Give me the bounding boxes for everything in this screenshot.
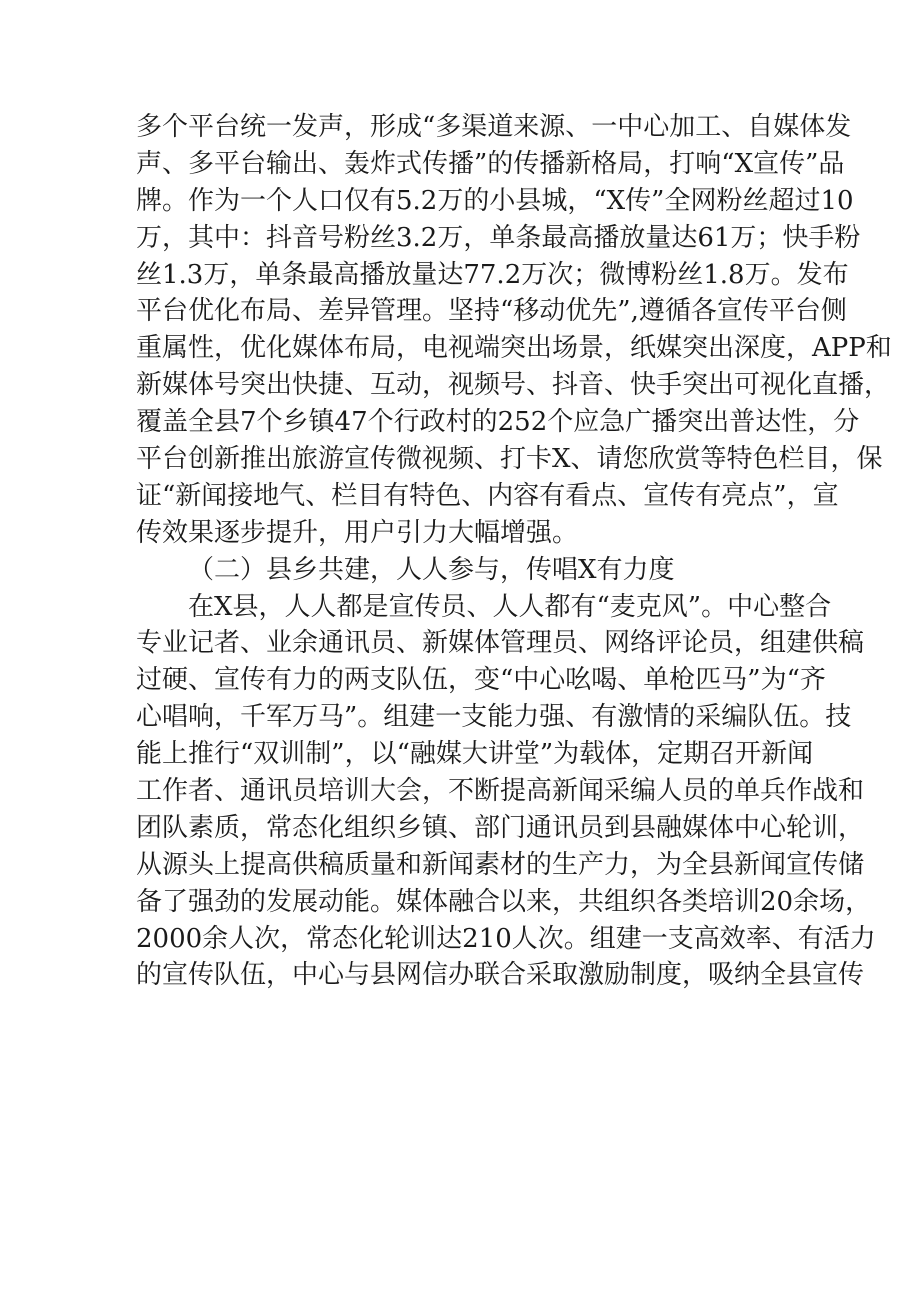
text-line: 工作者、通讯员培训大会，不断提高新闻采编人员的单兵作战和 [136, 776, 865, 807]
text-line: 传效果逐步提升，用户引力大幅增强。 [136, 517, 579, 548]
document-body [136, 109, 892, 994]
text-line: 平台创新推出旅游宣传微视频、打卡X、请您欣赏等特色栏目，保 [136, 444, 883, 475]
text-line: 专业记者、业余通讯员、新媒体管理员、网络评论员，组建供稿 [136, 628, 865, 659]
text-line: 的宣传队伍，中心与县网信办联合采取激励制度，吸纳全县宣传 [136, 960, 865, 991]
text-line: 万，其中：抖音号粉丝3.2万，单条最高播放量达61万；快手粉 [136, 222, 861, 253]
text-line: 备了强劲的发展动能。媒体融合以来，共组织各类培训20余场， [136, 886, 872, 917]
text-line: 心唱响，千军万马”。组建一支能力强、有激情的采编队伍。技 [136, 702, 852, 733]
text-line: 团队素质，常态化组织乡镇、部门通讯员到县融媒体中心轮训， [136, 812, 865, 843]
text-line: 多个平台统一发声，形成“多渠道来源、一中心加工、自媒体发 [136, 112, 852, 142]
text-line: 重属性，优化媒体布局，电视端突出场景，纸媒突出深度，APP和 [136, 333, 892, 364]
text-line: 覆盖全县7个乡镇47个行政村的252个应急广播突出普达性，分 [136, 407, 860, 438]
text-line: 从源头上提高供稿质量和新闻素材的生产力，为全县新闻宣传储 [136, 849, 865, 880]
text-line: 丝1.3万，单条最高播放量达77.2万次；微博粉丝1.8万。发布 [136, 259, 849, 290]
paragraph-2 [136, 589, 876, 995]
paragraph-1 [136, 109, 892, 552]
text-line: 在X县，人人都是宣传员、人人都有“麦克风”。中心整合 [188, 591, 832, 622]
text-line: 牌。作为一个人口仅有5.2万的小县城，“X传”全网粉丝超过10 [136, 185, 854, 216]
text-line: 新媒体号突出快捷、互动，视频号、抖音、快手突出可视化直播， [136, 370, 891, 401]
text-line: 证“新闻接地气、栏目有特色、内容有看点、宣传有亮点”，宣 [136, 480, 839, 511]
text-line: 平台优化布局、差异管理。坚持“移动优先”,遵循各宣传平台侧 [136, 296, 847, 327]
text-line: 过硬、宣传有力的两支队伍，变“中心吆喝、单枪匹马”为“齐 [136, 665, 826, 696]
text-line: 2000余人次，常态化轮训达210人次。组建一支高效率、有活力 [136, 923, 876, 954]
text-line: 声、多平台输出、轰炸式传播”的传播新格局，打响“X宣传”品 [136, 148, 845, 179]
text-line: 能上推行“双训制”，以“融媒大讲堂”为载体，定期召开新闻 [136, 739, 814, 770]
section-heading: （二）县乡共建，人人参与，传唱X有力度 [188, 554, 675, 585]
